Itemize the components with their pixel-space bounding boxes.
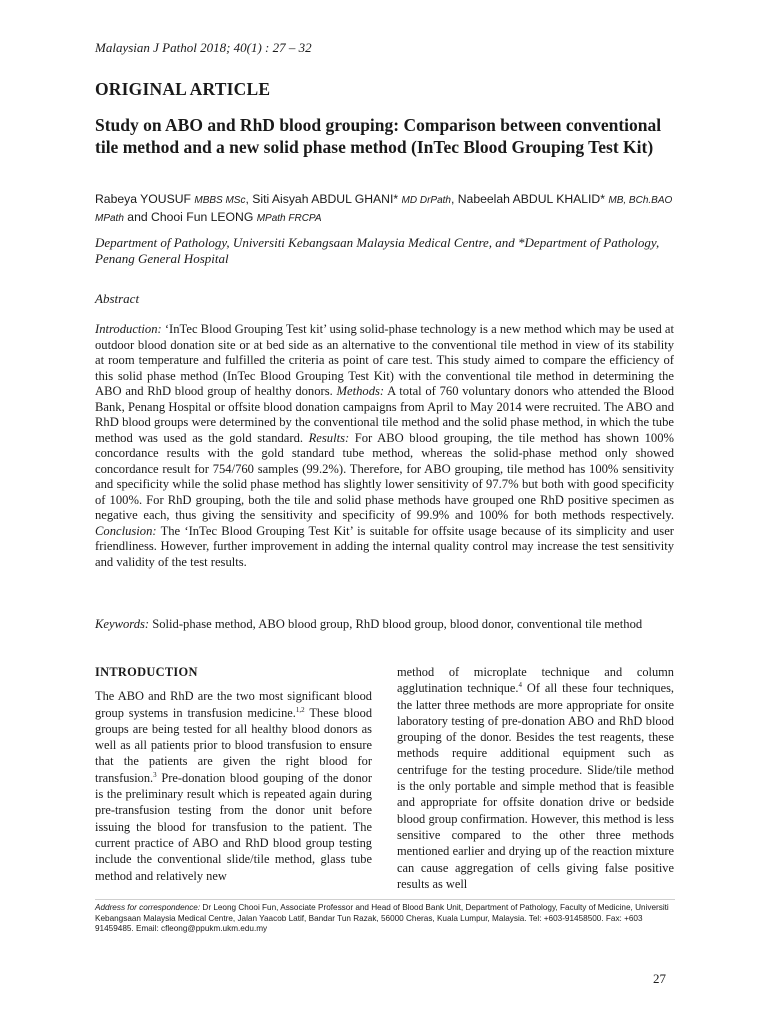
body-column-right bbox=[397, 664, 674, 892]
citation-ref: 3 bbox=[153, 770, 157, 779]
correspondence-label: Address for correspondence: bbox=[95, 903, 201, 912]
body-text: method of microplate technique and column agglutination technique. bbox=[397, 665, 674, 696]
author-degrees: MB, BCh.BAO MPath bbox=[95, 195, 673, 224]
abstract-heading: Abstract bbox=[95, 291, 140, 306]
page-number: 27 bbox=[653, 971, 666, 986]
author-name: Siti Aisyah ABDUL GHANI* bbox=[252, 192, 399, 206]
section-heading-introduction: INTRODUCTION bbox=[95, 665, 198, 679]
body-text: Pre-donation blood gouping of the donor is the preliminary result which is repeated again during pre-transfusion testing from the donor unit before issuing the blood for transfusion to the patient. The current practice of ABO and RhD blood group testing include the conventional slide/tile method, glass tube method and relatively new bbox=[95, 770, 372, 883]
keywords bbox=[95, 617, 674, 633]
correspondence-text: Dr Leong Chooi Fun, Associate Professor and Head of Blood Bank Unit, Department of Pathology, Faculty of Medicine, Universiti Kebangsaan Malaysia Medical Centre, Jalan Yaacob Latif, Bandar Tun Razak, 56000 Cheras, Kuala Lumpur, Malaysia. Tel: +603-91458500. Fax: +603 91459485. Email: cfleong@ppukm.ukm.edu.my bbox=[95, 903, 669, 933]
correspondence-footnote bbox=[95, 903, 675, 935]
abstract-conclusion: The ‘InTec Blood Grouping Test Kit’ is suitable for offsite usage because of its simplicity and user friendliness. However, further improvement in adding the internal quality control may increase the test sensitivity and validity of the test results. bbox=[95, 523, 674, 569]
keywords-text: Solid-phase method, ABO blood group, RhD blood group, blood donor, conventional tile method bbox=[149, 617, 643, 631]
author-separator: , bbox=[245, 192, 253, 206]
body-text: The ABO and RhD are the two most significant blood group systems in transfusion medicine. bbox=[95, 689, 372, 720]
abstract-label-results: Results: bbox=[308, 430, 350, 445]
citation-ref: 1,2 bbox=[295, 705, 305, 714]
author-separator: , bbox=[450, 192, 458, 206]
body-text: These blood groups are being tested for all healthy blood donors as well as all patients prior to blood transfusion to ensure that the patients are given the right blood for transfusion. bbox=[95, 705, 373, 785]
body-paragraph bbox=[95, 688, 372, 884]
abstract-introduction: ‘InTec Blood Grouping Test kit’ using solid-phase technology is a new method which may be used at outdoor blood donation site or at bed side as an alternative to the conventional tile method in view of its stability at room temperature and fulfilled the criteria as point of care test. This study aimed to compare the efficiency of this solid phase method (InTec Blood Grouping Test Kit) with the conventional tile method in determining the ABO and RhD blood group of healthy donors. bbox=[95, 322, 674, 398]
author-degrees: MBBS MSc bbox=[194, 195, 246, 206]
article-type: ORIGINAL ARTICLE bbox=[95, 79, 271, 99]
abstract-body bbox=[95, 322, 674, 570]
keywords-label: Keywords: bbox=[95, 617, 150, 631]
author-name: Rabeya YOUSUF bbox=[95, 192, 191, 206]
author-name: Nabeelah ABDUL KHALID* bbox=[457, 192, 605, 206]
article-title: Study on ABO and RhD blood grouping: Comparison between conventional tile method and a new solid phase method (InTec Blood Grouping Test Kit) bbox=[95, 115, 662, 157]
abstract-label-introduction: Introduction: bbox=[95, 322, 162, 336]
body-text: Of all these four techniques, the latter three methods are more appropriate for onsite laboratory testing of pre-donation ABO and RhD blood grouping of the donor. Besides the test reagents, these methods require additional equipment such as centrifuge for the testing procedure. Slide/tile method is the only portable and simple method that is feasible and appropriate for offsite donation drive or bedside blood group confirmation. However, this method is less sensitive compared to the other three methods mentioned earlier and drying up of the reaction mixture can cause aggregation of cells giving false positive results as well bbox=[397, 681, 674, 891]
abstract-methods: A total of 760 voluntary donors who attended the Blood Bank, Penang Hospital or offsite blood donation campaigns from April to May 2014 were recruited. The ABO and RhD blood groups were determined by the conventional tile method and the solid phase method, in which the tube method was used as the gold standard. bbox=[95, 384, 674, 445]
citation-ref: 4 bbox=[518, 681, 523, 690]
footnote-divider bbox=[95, 899, 675, 900]
affiliation: Department of Pathology, Universiti Kebangsaan Malaysia Medical Centre, and *Department of Pathology, Penang General Hospital bbox=[95, 235, 660, 266]
author-list bbox=[95, 191, 680, 227]
body-paragraph bbox=[397, 664, 674, 892]
author-degrees: MD DrPath bbox=[401, 195, 451, 206]
journal-citation: Malaysian J Pathol 2018; 40(1) : 27 – 32 bbox=[95, 40, 312, 55]
abstract-label-conclusion: Conclusion: bbox=[95, 523, 157, 538]
abstract-label-methods: Methods: bbox=[336, 384, 385, 398]
author-name: Chooi Fun LEONG bbox=[151, 210, 254, 224]
abstract-results: For ABO blood grouping, the tile method has shown 100% concordance results with the gold standard tube method, whereas the solid-phase method only showed concordance result for 754/760 samples (99.2%). Therefore, for ABO grouping, tile method has 100% sensitivity and specificity while the solid phase method has slightly lower sensitivity of 97.7% but both with good specificity of 100%. For RhD grouping, both the tile and solid phase methods have grouped one RhD positive specimen as negative each, thus giving the sensitivity and specificity of 99.9% and 100% for both methods respectively. bbox=[95, 430, 674, 522]
author-degrees: MPath FRCPA bbox=[256, 213, 322, 224]
author-separator: and bbox=[123, 210, 152, 224]
body-column-left bbox=[95, 664, 372, 884]
